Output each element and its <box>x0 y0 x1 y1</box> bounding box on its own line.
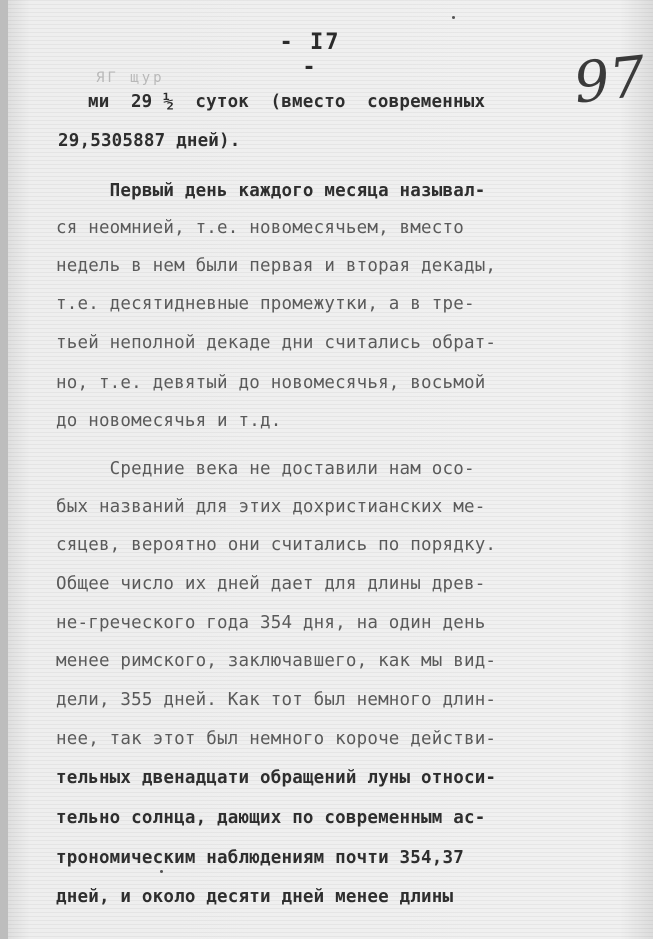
text-line: т.е. десятидневные промежутки, а в тре- <box>56 294 475 314</box>
text-line: ся неомнией, т.е. новомесячьем, вместо <box>56 218 464 238</box>
text-line: Средние века не доставили нам осо- <box>56 459 475 479</box>
scan-edge <box>0 0 8 939</box>
text-line: трономическим наблюдениям почти 354,37 <box>56 848 464 868</box>
text-line: бых названий для этих дохристианских ме- <box>56 497 486 517</box>
text-line: но, т.е. девятый до новомесячья, восьмой <box>56 373 486 393</box>
handwritten-archive-number: 97 <box>570 44 649 117</box>
text-line: до новомесячья и т.д. <box>56 411 282 431</box>
text-line: ми 29 ½ суток (вместо современных <box>88 92 486 112</box>
scan-speck <box>160 870 163 873</box>
text-line: нее, так этот был немного короче действи- <box>56 729 497 749</box>
scan-speck <box>452 16 455 19</box>
text-line: Первый день каждого месяца называл- <box>56 181 486 201</box>
text-line: Общее число их дней дает для длины древ- <box>56 574 486 594</box>
text-line: менее римского, заключавшего, как мы вид- <box>56 651 497 671</box>
text-line: дней, и около десяти дней менее длины <box>56 887 454 907</box>
faint-stamp-text: ЯГ щур <box>96 70 165 86</box>
text-line: тельных двенадцати обращений луны относи- <box>56 768 497 788</box>
text-line: 29,5305887 дней). <box>58 131 241 151</box>
text-line: недель в нем были первая и вторая декады, <box>56 256 497 276</box>
text-line: тельно солнца, дающих по современным ас- <box>56 808 486 828</box>
text-line: сяцев, вероятно они считались по порядку. <box>56 535 497 555</box>
text-line: тьей неполной декаде дни считались обрат- <box>56 333 497 353</box>
page-number: - I7 - <box>279 30 341 80</box>
text-line: не-греческого года 354 дня, на один день <box>56 613 486 633</box>
text-line: дели, 355 дней. Как тот был немного длин- <box>56 690 497 710</box>
